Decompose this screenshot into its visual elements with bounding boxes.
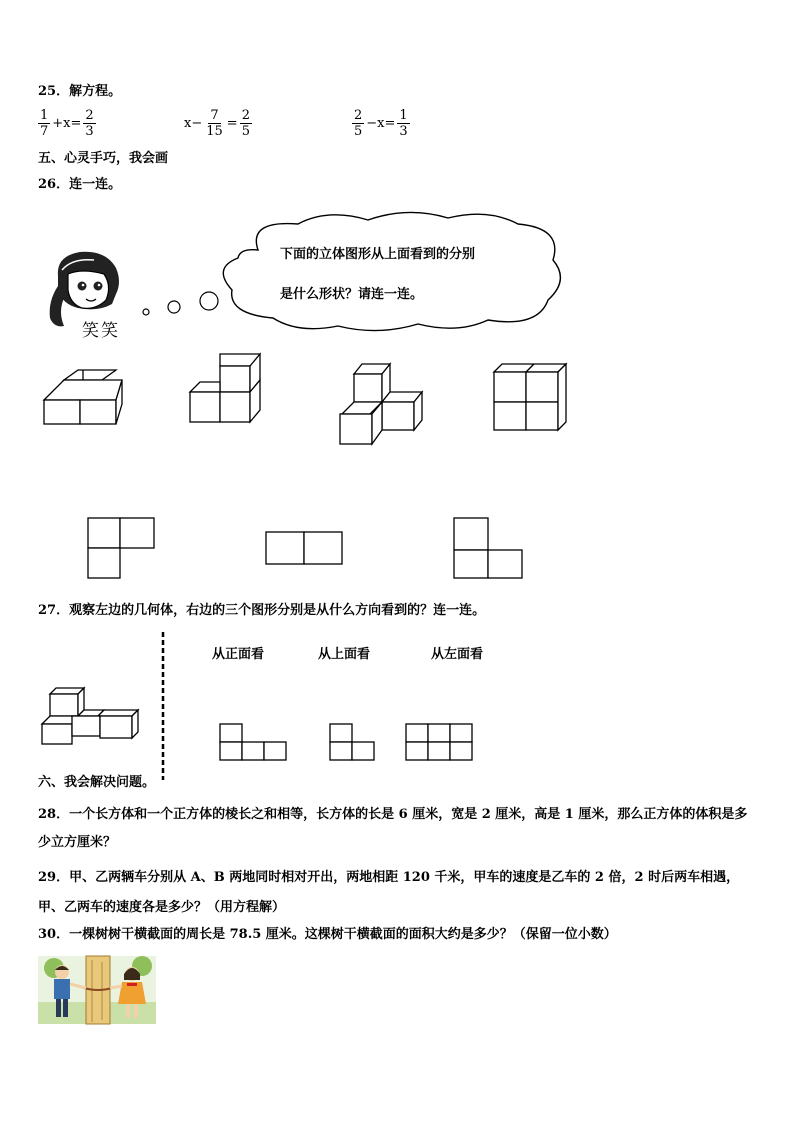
section-5-title: 五、心灵手巧，我会画 <box>38 151 169 166</box>
solid-figure-3 <box>338 362 430 448</box>
q25-equation-3 <box>352 108 410 139</box>
operator: +x= <box>52 116 82 131</box>
q25-title: 25．解方程。 <box>38 84 122 99</box>
q25-equation-2 <box>182 108 252 139</box>
operator: x− <box>184 116 203 131</box>
view-shape-c <box>404 722 476 762</box>
label-from-top: 从上面看 <box>318 647 371 662</box>
dashed-divider <box>160 630 166 782</box>
denominator: 3 <box>399 124 408 139</box>
operator: = <box>226 116 238 131</box>
q28-text: 28．一个长方体和一个正方体的棱长之和相等，长方体的长是 6 厘米，宽是 2 厘米，高是 1 厘米，那么正方体的体积是多少立方厘米？ <box>38 807 748 850</box>
solid-figure-2 <box>186 350 266 428</box>
speech-line-2: 是什么形状？请连一连。 <box>280 287 424 302</box>
q27-title: 27．观察左边的几何体，右边的三个图形分别是从什么方向看到的？连一连。 <box>38 603 486 618</box>
section-6-title: 六、我会解决问题。 <box>38 775 156 790</box>
top-view-shape-3 <box>452 516 526 582</box>
solid-figure-4 <box>490 362 572 434</box>
denominator: 3 <box>85 124 94 139</box>
speech-cloud <box>218 210 568 335</box>
view-shape-a <box>218 722 290 762</box>
denominator: 7 <box>40 124 49 139</box>
numerator: 2 <box>85 108 94 123</box>
fraction <box>38 108 50 139</box>
numerator: 1 <box>40 108 49 123</box>
thought-bubbles <box>140 290 220 320</box>
fraction <box>204 108 225 139</box>
tree-measuring-illustration <box>38 956 156 1024</box>
q30-text: 30．一棵树树干横截面的周长是 78.5 厘米。这棵树干横截面的面积大约是多少？（保留一位小数） <box>38 927 617 942</box>
q27-solid-figure <box>40 686 144 746</box>
numerator: 2 <box>241 108 250 123</box>
denominator: 5 <box>241 124 250 139</box>
fraction <box>240 108 252 139</box>
fraction <box>352 108 364 139</box>
fraction <box>83 108 95 139</box>
top-view-shape-2 <box>264 530 348 568</box>
numerator: 2 <box>354 108 363 123</box>
q26-title: 26．连一连。 <box>38 177 122 192</box>
solid-figure-1 <box>40 364 130 428</box>
denominator: 15 <box>206 124 223 139</box>
numerator: 7 <box>210 108 219 123</box>
numerator: 1 <box>399 108 408 123</box>
view-shape-b <box>328 722 378 762</box>
label-from-left: 从左面看 <box>431 647 484 662</box>
denominator: 5 <box>354 124 363 139</box>
q25-equation-1 <box>38 108 96 139</box>
top-view-shape-1 <box>86 516 158 582</box>
q29-text: 29．甲、乙两辆车分别从 A、B 两地同时相对开出，两地相距 120 千米，甲车的速度是乙车的 2 倍，2 时后两车相遇，甲、乙两车的速度各是多少？（用方程解） <box>38 870 740 915</box>
operator: −x= <box>366 116 396 131</box>
fraction <box>397 108 409 139</box>
label-from-front: 从正面看 <box>212 647 265 662</box>
speech-line-1: 下面的立体图形从上面看到的分别 <box>280 247 476 262</box>
character-name: 笑笑 <box>82 321 120 341</box>
